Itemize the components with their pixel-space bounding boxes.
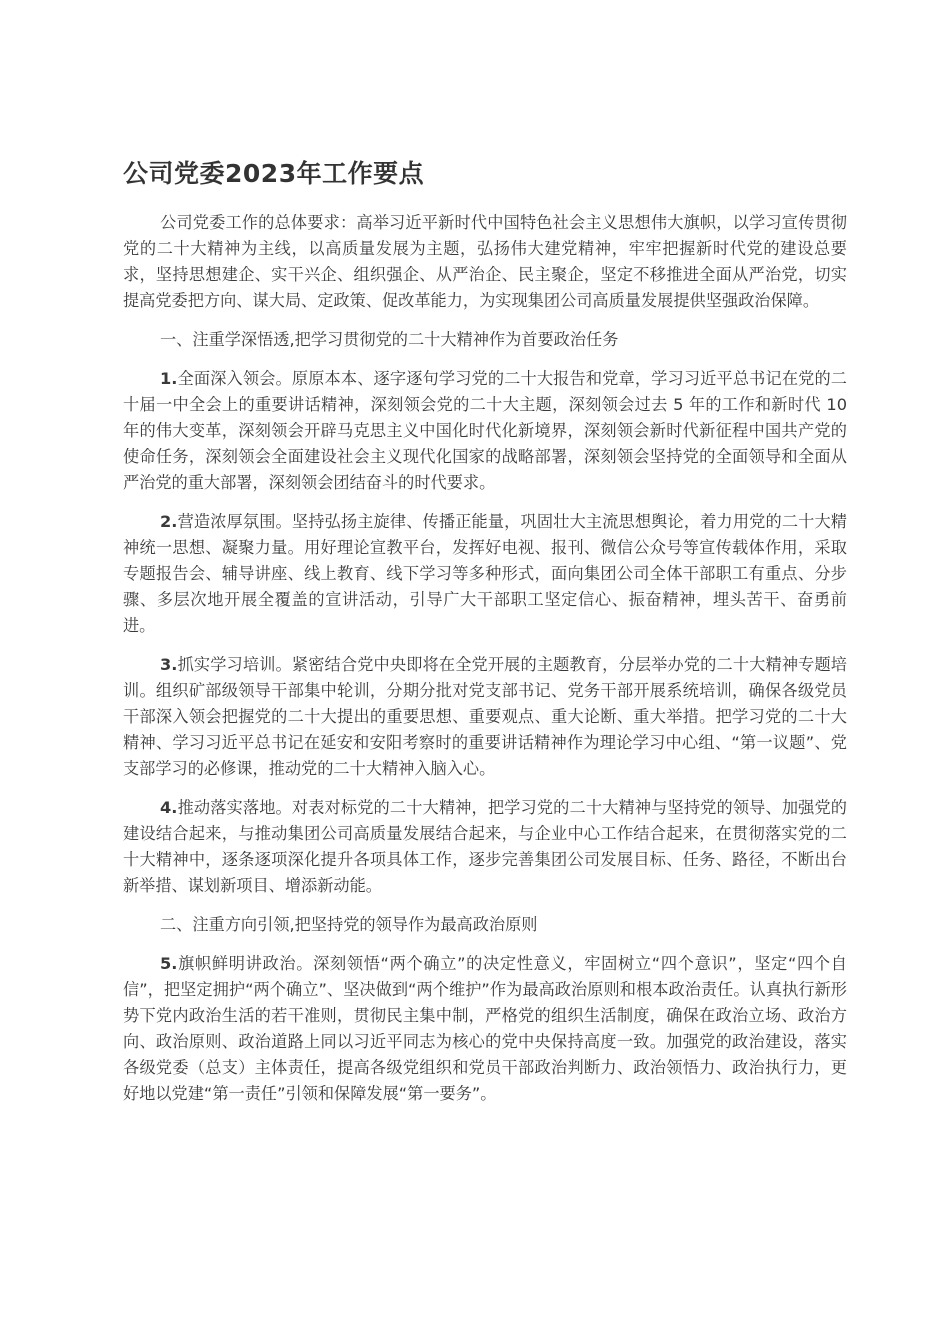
item-number: 1. [160,369,178,388]
title-year: 2023 [225,159,297,188]
list-item [123,951,847,1107]
document-page [123,150,847,1120]
item-text: 抓实学习培训。紧密结合党中央即将在全党开展的主题教育，分层举办党的二十大精神专题培训。组织矿部级领导干部集中轮训，分期分批对党支部书记、党务干部开展系统培训，确保各级党员干部深入领会把握党的二十大提出的重要思想、重要观点、重大论断、重大举措。把学习党的二十大精神、学习习近平总书记在延安和安阳考察时的重要讲话精神作为理论学习中心组、“第一议题”、党支部学习的必修课，推动党的二十大精神入脑入心。 [123,655,847,778]
title-prefix: 公司党委 [123,159,226,188]
list-item [123,509,847,639]
item-number: 3. [160,655,178,674]
list-item [123,366,847,496]
item-text: 旗帜鲜明讲政治。深刻领悟“两个确立”的决定性意义，牢固树立“四个意识”，坚定“四个自信”，把坚定拥护“两个确立”、坚决做到“两个维护”作为最高政治原则和根本政治责任。认真执行新形势下党内政治生活的若干准则，贯彻民主集中制，严格党的组织生活制度，确保在政治立场、政治方向、政治原则、政治道路上同以习近平同志为核心的党中央保持高度一致。加强党的政治建设，落实各级党委（总支）主体责任，提高各级党组织和党员干部政治判断力、政治领悟力、政治执行力，更好地以党建“第一责任”引领和保障发展“第一要务”。 [123,954,847,1103]
list-item [123,652,847,782]
document-title [123,150,847,198]
section-heading-2: 二、注重方向引领,把坚持党的领导作为最高政治原则 [160,915,538,934]
item-number: 2. [160,512,178,531]
section-heading-1: 一、注重学深悟透,把学习贯彻党的二十大精神作为首要政治任务 [160,330,619,349]
item-number: 5. [160,954,178,973]
item-number: 4. [160,798,178,817]
title-suffix: 年工作要点 [296,159,425,188]
item-text: 推动落实落地。对表对标党的二十大精神，把学习党的二十大精神与坚持党的领导、加强党的建设结合起来，与推动集团公司高质量发展结合起来，与企业中心工作结合起来，在贯彻落实党的二十大精神中，逐条逐项深化提升各项具体工作，逐步完善集团公司发展目标、任务、路径，不断出台新举措、谋划新项目、增添新动能。 [123,798,847,895]
item-text: 全面深入领会。原原本本、逐字逐句学习党的二十大报告和党章，学习习近平总书记在党的二十届一中全会上的重要讲话精神，深刻领会党的二十大主题，深刻领会过去 5 年的工作和新时代 10 年的伟大变革，深刻领会开辟马克思主义中国化时代化新境界，深刻领会新时代新征程中国共产党的使命任务，深刻领会全面建设社会主义现代化国家的战略部署，深刻领会坚持党的全面领导和全面从严治党的重大部署，深刻领会团结奋斗的时代要求。 [123,369,847,492]
intro-paragraph: 公司党委工作的总体要求：高举习近平新时代中国特色社会主义思想伟大旗帜，以学习宣传贯彻党的二十大精神为主线，以高质量发展为主题，弘扬伟大建党精神，牢牢把握新时代党的建设总要求，坚持思想建企、实干兴企、组织强企、从严治企、民主聚企，坚定不移推进全面从严治党，切实提高党委把方向、谋大局、定政策、促改革能力，为实现集团公司高质量发展提供坚强政治保障。 [123,213,847,310]
list-item [123,795,847,899]
item-text: 营造浓厚氛围。坚持弘扬主旋律、传播正能量，巩固壮大主流思想舆论，着力用党的二十大精神统一思想、凝聚力量。用好理论宣教平台，发挥好电视、报刊、微信公众号等宣传载体作用，采取专题报告会、辅导讲座、线上教育、线下学习等多种形式，面向集团公司全体干部职工有重点、分步骤、多层次地开展全覆盖的宣讲活动，引导广大干部职工坚定信心、振奋精神，埋头苦干、奋勇前进。 [123,512,847,635]
